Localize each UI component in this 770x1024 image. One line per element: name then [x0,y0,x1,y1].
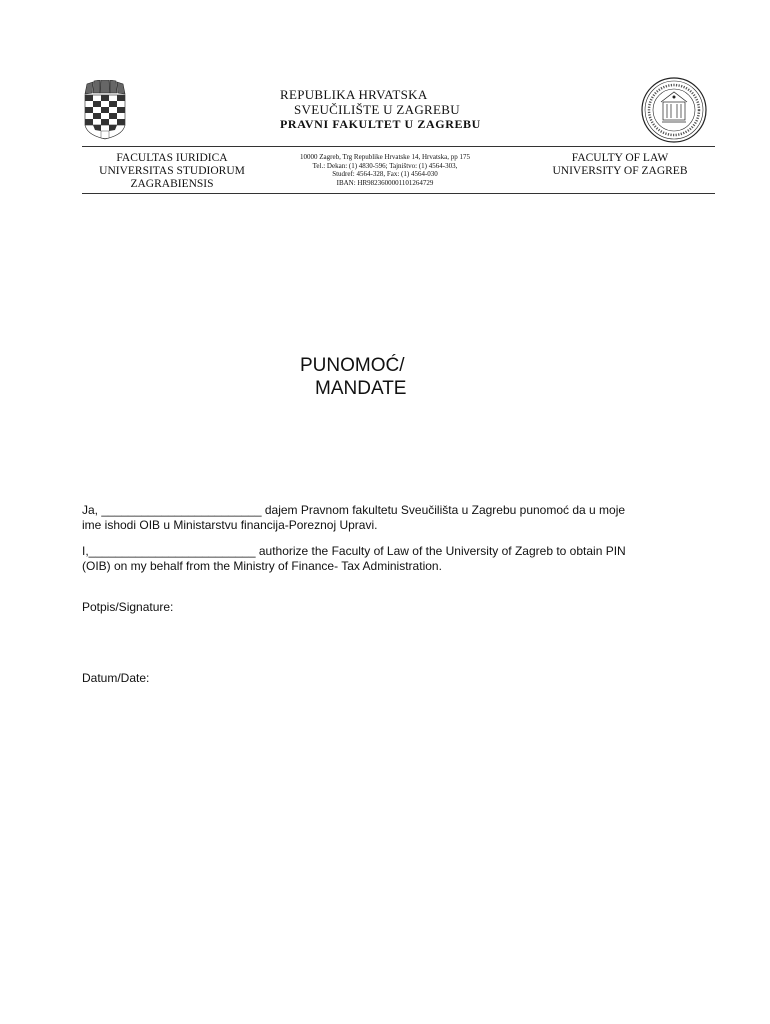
mandate-text-croatian [82,503,692,533]
address-line: 10000 Zagreb, Trg Republike Hrvatske 14, Hrvatska, pp 175 [300,153,470,161]
title-english: MANDATE [315,378,407,399]
english-line-2: (OIB) on my behalf from the Ministry of Finance- Tax Administration. [82,559,442,573]
latin-line: FACULTAS IURIDICA [116,152,228,164]
croatian-coat-of-arms-icon [83,80,127,140]
signature-label: Potpis/Signature: [82,600,174,614]
latin-line: ZAGRABIENSIS [130,178,214,190]
header-bottom-rule [82,193,715,194]
phone-line: Tel.: Dekan: (1) 4830-596; Tajništvo: (1) 4564-303, [312,161,458,170]
header-line-republic: REPUBLIKA HRVATSKA [280,87,428,102]
croatian-line-2: ime ishodi OIB u Ministarstvu financija-Poreznoj Upravi. [82,518,378,532]
latin-line: UNIVERSITAS STUDIORUM [99,165,245,177]
faculty-seal-icon [640,76,708,144]
header-line-university: SVEUČILIŠTE U ZAGREBU [294,102,460,117]
header-latin-name [82,152,262,191]
english-line-1: I,_________________________ authorize the Faculty of Law of the University of Zagreb to obtain PIN [82,544,626,558]
header-top-rule [82,146,715,147]
header-institution [260,87,510,132]
iban-line: IBAN: HR9823600001101264729 [336,178,434,187]
title-croatian: PUNOMOĆ/ [300,355,405,376]
document-title [300,354,406,400]
english-line: FACULTY OF LAW [571,152,669,164]
mandate-text-english [82,544,692,574]
english-line: UNIVERSITY OF ZAGREB [552,165,688,177]
header-contact-info [270,153,500,187]
date-label: Datum/Date: [82,671,150,685]
fax-line: Studref: 4564-328, Fax: (1) 4564-030 [332,170,438,178]
croatian-line-1: Ja, ________________________ dajem Pravnom fakultetu Sveučilišta u Zagrebu punomoć da u moje [82,503,626,517]
header-english-name [530,152,710,178]
header-line-faculty: PRAVNI FAKULTET U ZAGREBU [280,117,481,131]
